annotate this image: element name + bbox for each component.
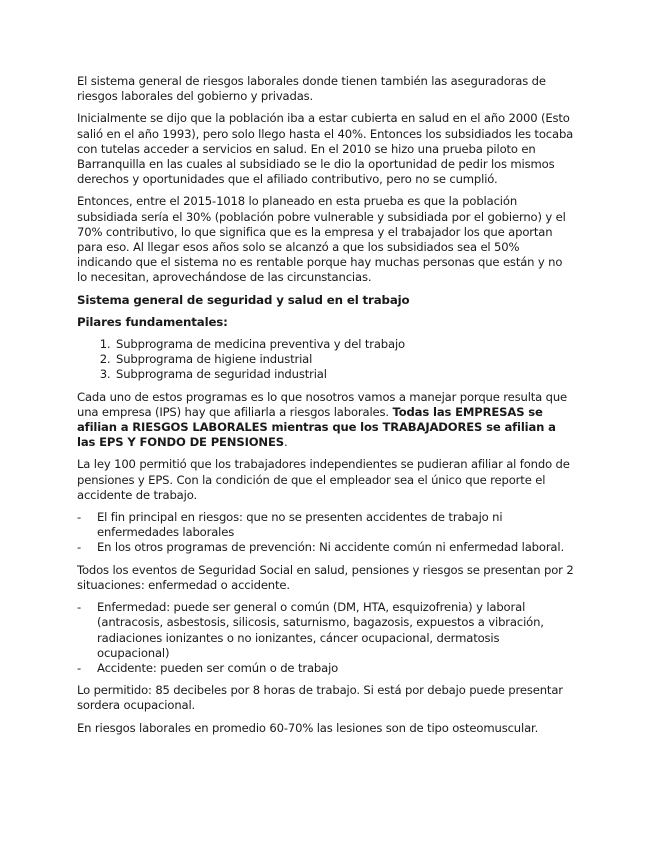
list-item: 3. Subprograma de seguridad industrial [114,367,575,382]
list-item-text: En los otros programas de prevención: Ni accidente común ni enfermedad laboral. [97,540,564,555]
list-item: 2. Subprograma de higiene industrial [114,352,575,367]
list-item [77,510,575,540]
paragraph-noise: Lo permitido: 85 decibeles por 8 horas de trabajo. Si está por debajo puede presentar sordera ocupacional. [77,683,563,713]
bold-statement: Todas las EMPRESAS se afilian a RIESGOS LABORALES mientras que los TRABAJADORES se afilian a las EPS Y FONDO DE PENSIONES [77,404,556,450]
paragraph-plan: Entonces, entre el 2015-1018 lo planeado en esta prueba es que la población subsidiada sería el 30% (población pobre vulnerable y subsidiada por el gobierno) y el 70% contributivo, lo que significa que es la empresa y el trabajador los que aportan para eso. Al llegar esos años solo se alcanzó a que los subsidiados sea el 50% indicando que el sistema no es rentable porque hay muchas personas que están y no lo necesitan, aprovechándose de las circunstancias. [77,194,566,285]
events-list [77,600,575,676]
objectives-list [77,510,575,556]
list-item [77,600,575,661]
document-page [77,74,575,743]
paragraph-programs [77,390,575,451]
list-item-text: Accidente: pueden ser común o de trabajo [97,660,339,675]
paragraph-history: Inicialmente se dijo que la población iba a estar cubierta en salud en el año 2000 (Esto salió en el año 1993), pero solo llego hasta el 40%. Entonces los subsidiados les tocaba con tutelas acceder a servicios en salud. En el 2010 se hizo una prueba piloto en Barranquilla en las cuales al subsidiado se le dio la oportunidad de pedir los mismos derechos y oportunidades que el afiliado contributivo, pero no se cumplió. [77,111,574,187]
paragraph-injuries: En riesgos laborales en promedio 60-70% las lesiones son de tipo osteomuscular. [77,720,539,735]
paragraph-intro: El sistema general de riesgos laborales donde tienen también las aseguradoras de riesgos laborales del gobierno y privadas. [77,74,546,104]
section-heading: Sistema general de seguridad y salud en el trabajo [77,292,410,307]
list-item-text: Enfermedad: puede ser general o común (DM, HTA, esquizofrenia) y laboral (antracosis, asbestosis, silicosis, saturnismo, bagazosis, expuestos a vibración, radiaciones ionizantes o no ionizantes, cáncer ocupacional, dermatosis ocupacional) [97,600,544,660]
list-item-text: El fin principal en riesgos: que no se presenten accidentes de trabajo ni enfermedades laborales [97,510,503,540]
subsection-heading: Pilares fundamentales: [77,314,228,329]
dash-marker: - [77,510,82,525]
pilares-list [77,337,575,383]
dash-marker: - [77,540,82,555]
list-item [77,661,575,676]
dash-marker: - [77,600,82,615]
text-run: Cada uno de estos programas es lo que nosotros vamos a manejar porque resulta que una empresa (IPS) hay que afiliarla a riesgos laborales. [77,389,568,419]
text-run: . [283,435,288,450]
dash-marker: - [77,660,82,675]
paragraph-events: Todos los eventos de Seguridad Social en salud, pensiones y riesgos se presentan por 2 situaciones: enfermedad o accidente. [77,562,574,592]
list-item [77,540,575,555]
list-item: 1. Subprograma de medicina preventiva y del trabajo [114,337,575,352]
paragraph-ley100: La ley 100 permitió que los trabajadores independientes se pudieran afiliar al fondo de pensiones y EPS. Con la condición de que el empleador sea el único que reporte el accidente de trabajo. [77,457,570,502]
